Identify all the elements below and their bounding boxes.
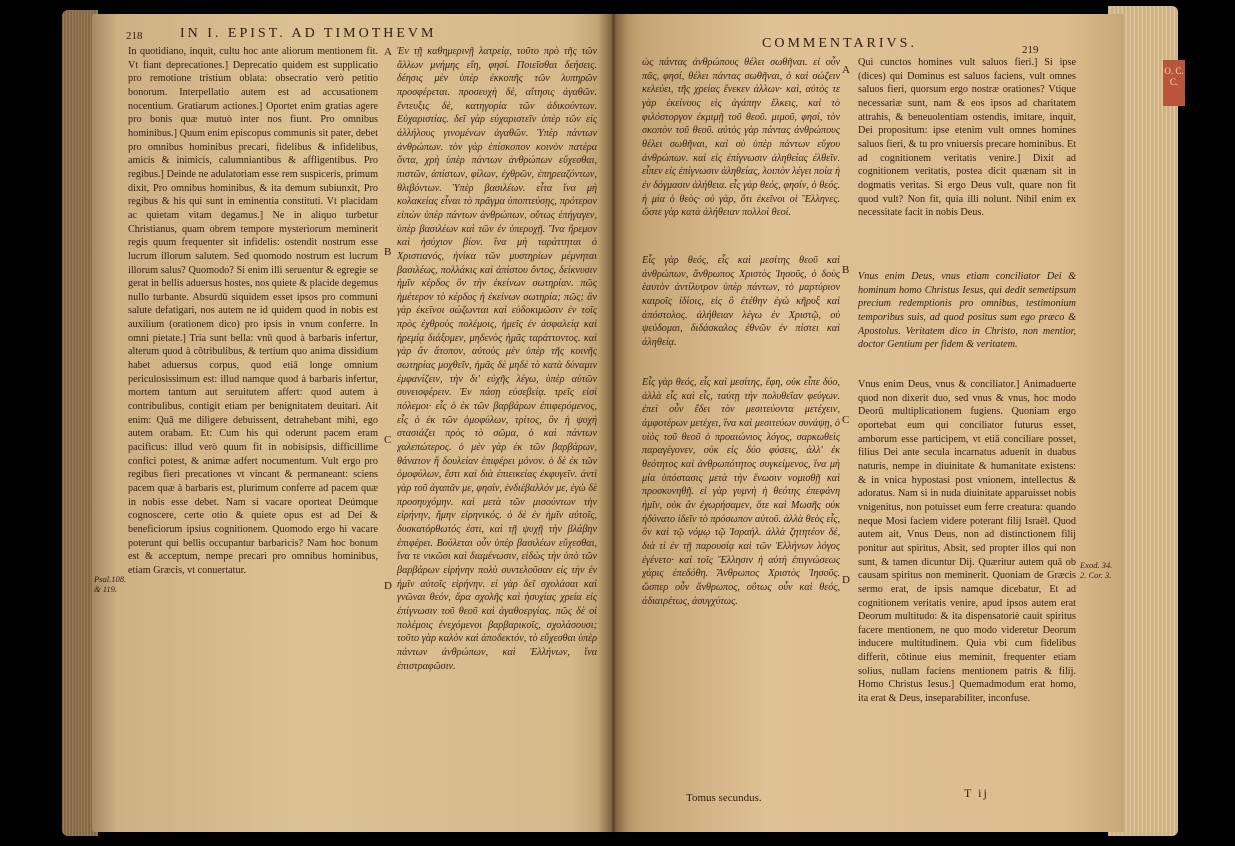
right-page (612, 14, 1124, 832)
margin-note: Exod. 34. 2. Cor. 3. (1080, 560, 1113, 580)
greek-column: Ἐν τῇ καθημερινῇ λατρείᾳ, τοῦτο πρὸ τῆς τῶν ἄλλων μνήμης εἴη, φησί. Ποιεῖσθαι δεήσεις. δέησις μὲν ὑπὲρ ἐκκοπῆς τῶν λυπηρῶν προσφέρεται. προσευχὴ δὲ, αἴτησις ἀγαθῶν. ἔντευξις δὲ, κατηγορία τῶν ἀδικούντων. Εὐχαριστίας. δεῖ γὰρ εὐχαριστεῖν ὑπὲρ τῶν εἰς ἀλλήλους γινομένων ἀγαθῶν. Ὑπὲρ πάντων ἀνθρώπων. τὸν γὰρ ἐπίσκοπον κοινὸν πατέρα ὄντα, χρὴ ὑπὲρ πάντων ἀνθρώπων εὔχεσθαι, πιστῶν, ἀπίστων, φίλων, ἐχθρῶν, ἐπηρεαζόντων, θλιβόντων. Ὑπὲρ βασιλέων. εἶτα ἵνα μὴ κολακείας εἶναι τὸ πρᾶγμα ὑποπτεύσῃς, πρότερον εἰπὼν ὑπὲρ πάντων ἀνθρώπων, οὕτως ἐπήγαγεν, ὑπὲρ βασιλέων καὶ τῶν ἐν ὑπεροχῇ. Ἵνα ἤρεμον καὶ ἡσύχιον βίον. ἵνα μὴ ταράττηται ὁ Χριστιανός, ἡνίκα τῶν μυστηρίων μέμνηται βασιλέως, πολλάκις καὶ ἀπίστου ὄντος, δείκνυσιν ἡμῖν κέρδος ὂν τὴν ἐκείνων σωτηρίαν. πῶς ἡμέτερον τὸ κέρδος ἡ ἐκείνων σωτηρία; πῶς; ἂν γὰρ ἐκεῖνοι σώζωνται καὶ εὐδοκιμῶσιν ἐν τοῖς πρὸς ἐχθροὺς πολέμοις, ἡμεῖς ἐν ἀσφαλείᾳ καὶ ἠρεμίᾳ διάξομεν, μηδενὸς ἡμᾶς ταράττοντος. καὶ γὰρ ἂν ἄτοπον, αὐτοὺς μὲν ὑπὲρ τῆς κοινῆς σωτηρίας μοχθεῖν, ἡμᾶς δὲ μηδὲ τὸ κατὰ δύναμιν ἐμφανίζειν, τὴν δι' εὐχῆς λέγω, ὑπὲρ αὐτῶν συνεισφέρειν. Ἐν πάσῃ εὐσεβείᾳ. τρεῖς εἰσὶ πόλεμοι· εἷς ὁ ἐκ τῶν βαρβάρων ἐπιφερόμενος, εἷς ὁ ἐκ τῶν ὁμοφύλων, τρίτος, ὃν ἡ ψυχὴ στασιάζει πρὸς τὸ σῶμα, ὁ καὶ πάντων χαλεπώτερος. ὁ μὲν γὰρ ἐκ τῶν βαρβάρων, θάνατον ἢ δουλείαν ἐπιφέρει μόνον. ὁ δὲ ἐκ τῶν ὁμοφύλων, ἔστι καὶ διὰ ἐπιεικείας ἐκφυγεῖν. ἀντὶ γὰρ τοῦ ἀγαπᾶν με, φησίν, ἐνδιέβαλλόν με, ἐγὼ δὲ προσηυχόμην. καὶ μετὰ τῶν μισούντων τὴν εἰρήνην, ἤμην εἰρηνικός. ὁ δὲ ἐν ἡμῖν αὐτοῖς, δυσκατόρθωτός ἐστι, καὶ τῇ ψυχῇ τὴν βλάβην ἐπιφέρει. Βούλεται οὖν ὑπὲρ βασιλέων εὔχεσθαι, ἵνα τε νικῶσι καὶ διαμένωσιν, εἰδὼς τὴν ὑπὸ τῶν βαρβάρων εἰρήνην πολὺ συντελοῦσαν εἰς τὴν ἐν ἡμῖν αὐτοῖς εἰρήνην. εἰ γὰρ δεῖ σχολάσαι καὶ γνῶναι θεόν, ἄρα σχολῆς καὶ ἡσυχίας χρεία εἰς ἐπίγνωσιν τοῦ θεοῦ καὶ ἀγαθοεργίας. πῶς δὲ οἱ πολέμοις ἐνεχόμενοι βαρβαρικοῖς, σχολάσουσι; τοῦτο γὰρ καλὸν καὶ ἀποδεκτόν, τὸ εὔχεσθαι ὑπὲρ πάντων ἀνθρώπων, καὶ Ἑλλήνων, ἵνα ἐπιστραφῶσιν. (397, 46, 597, 672)
section-marker-a: A (842, 64, 850, 76)
running-head: IN I. EPIST. AD TIMOTHEVM (180, 26, 437, 41)
page-number: 219 (1022, 44, 1039, 56)
margin-note: Psal.108. & 119. (94, 574, 127, 594)
section-marker-c: C (842, 414, 850, 426)
running-head: COMMENTARIVS. (762, 36, 917, 51)
section-marker-b: B (384, 246, 392, 258)
section-marker-d: D (384, 580, 392, 592)
latin-paragraph-low: Vnus enim Deus, vnus & conciliator.] Animaduerte quod non dixerit duo, sed vnus & vnus, hoc modo Deorū multiplicationem fugiens. Quoniam ergo oportebat eum qui conciliator futurus esset, amborum esse participem, vt etiā conciliare posset, filius Dei ante secula incarnatus aduenit in duabus naturis, nempe in diuinitate & humanitate existens: & in vnica hypostasi post vnionem, intellectus & adoratus. Nam si in nuda diuinitate apparuisset nobis vnigenitus, non potuisset eum ferre creatura: quando neque Mosi faciem videre poterant filij Israël. Quod autem ait, Vnus Deus, non ad distinctionem filij ponitur aut spiritus, Absit, sed propter illos qui non sunt, & tamen dicuntur Dij. Quæritur autem quā ob causam spiritus non meminerit. Quoniam de Græcis sermo erat, de ipsis namque dicebatur, Et ad cognitionem veritatis venire, apud ipsos autem erat Deorum multitudo: & ita dispensatoriè cauit spiritus facere mentionem, ne quo modo videretur Deorum inducere multitudinem. Quia vbi cum fidelibus differit, cōtinue eius meminit, frequenter etiam solius, nullam faciens mentionem patris & filij. Homo Christus Iesus.] Quemadmodum erat homo, ita erat & Deus, inseparabiliter, inconfuse. (858, 379, 1076, 705)
latin-paragraph-top: Qui cunctos homines vult saluos fieri.] Si ipse (dices) qui Dominus est saluos faciens, vult omnes saluos fieri, quorsum ergo nostræ orationes? Vtique necessariæ sunt, nam & eos ipsos ad charitatem attrahis, & beneuolentiam ostendis, imitare, inquit, Dei propositum: ipse etenim vult omnes homines saluos fieri, & tu pro vniuersis precare hominibus. Et ad cognitionem veritatis venire.] Dixit ad cognitionem veritatis, postea dicit quænam sit in dogmatis veritas. Si ergo Deus vult, quare non fit quod vult? Non fit, quia illi nolunt. Nihil enim ex necessitate facit in nobis Deus. (858, 57, 1076, 219)
section-marker-d: D (842, 574, 850, 586)
book-gutter (598, 14, 628, 832)
latin-paragraph-middle: Vnus enim Deus, vnus etiam conciliator Dei & hominum homo Christus Iesus, qui dedit semetipsum precium redemptionis pro omnibus, testimonium temporibus suis, ad quod positus sum ego præco & Apostolus. Veritatem dico in Christo, non mentior, doctor Gentium per fidem & veritatem. (858, 271, 1076, 351)
greek-paragraph-top: ὡς πάντας ἀνθρώπους θέλει σωθῆναι. εἰ οὖν πᾶς, φησί, θέλει πάντας σωθῆναι, ὁ καὶ σώζειν κελεύει, τῆς χρείας ἕνεκεν ἀλλων· καὶ, αὐτὸς τε γὰρ ἐκείνους εἰς ἀγάπην ἕλκεις, καὶ τὸ φιλόστοργον ἐκμιμῇ τοῦ θεοῦ. μιμοῦ, φησί, τὸν σκοπὸν τοῦ θεοῦ. αὐτὸς γὰρ πάντας ἀνθρώπους θέλει σωθῆναι, καὶ σὺ ὑπὲρ πάντων εὔχου ἀνθρώπων. καὶ εἰς ἐπίγνωσιν ἀληθείας ἐλθεῖν. εἶπεν εἰς ἐπίγνωσιν ἀληθείας, λοιπὸν λέγει ποία ἡ ἐν δόγμασιν ἀλήθεια. εἷς γὰρ θεός, φησίν, ὁ θεός. ἡ μία ὁ θεὸς· οὐ γὰρ, ὅτι ἐκεῖνοι οἱ Ἕλληνες. ὥστε γὰρ κατὰ ἀλήθειαν πολλοὶ θεοί. (642, 57, 840, 219)
latin-column: In quotidiano, inquit, cultu hoc ante aliorum mentionem fit. Vt fiant deprecationes.] Deprecatio quidem est supplicatio pro remotione tristium oblata: obsecratio verò petitio bonorum. Interpellatio autem est ad accusationem nocentium. Gratiarum actiones.] Oportet enim gratias agere pro bonis quæ mutuò inter nos fiunt. Pro omnibus hominibus.] Quum enim episcopus communis sit pater, debet pro omnibus hominibus precari, fidelibus & infidelibus, amicis & inimicis, calumniantibus & affligentibus. Pro regibus.] Deinde ne adulatoriam esse rem suspiceris, primum dixit, Pro omnibus hominibus, & ita demum subiunxit, Pro regibus & his qui sunt in eminentia constituti. Vt placidam ac quietam vitam degamus.] Ne in aliquo turbetur Christianus, quam obrem tempore mysteriorum meminerit regis quum frequenter sit infidelis: ostendit nostrum esse lucrum illorum salutem. Sed quomodo nostrum est lucrum illorum salus? Quomodo? Si enim illi seruentur & egregie se gerat in bellis aduersus hostes, nos quiete & placide degemus nullo turbante. Absurdū siquidem esset ipsos pro communi salute defatigari, nos autem ne id quidem quod in nobis est auxilium (orationem dico) pro ipsis in vnum conferre. In omni pietate.] Tria sunt bella: vnū quod à barbaris infertur, alterum quod à cōtribulibus, & tertium quo anima dissidium habet aduersus corpus, quod etiā longe omnium periculosissimum est: illud namque quod à barbaris infertur, mortem tantum aut seruitutem affert: quod autem à contribulibus, contigit etiam per benignitatem deuitari. Ait enim: Quâ me diligere debuissent, detrahebant mihi, ego autem orabam. Et: Cum his qui oderunt pacem eram pacificus: illud verò quum fit in nobisipsis, difficillime confici potest, & animæ adfert nocumentum. Vult ergo pro regibus fieri precationes vt vincant & permaneant: sciens pacem quæ à barbaris est, plurimum conferre ad pacem quæ in nobis esse debet. Nam si vacare oporteat Deúmque cognoscere, certe otio & quiete opus est ad Dei & beneficiorum ipsius cognitionem. Quomodo ergo hi vacare poterunt qui bellis occupantur barbaricis? Nam hoc bonum est & acceptum, nempe precari pro omnibus hominibus, etiam Græcis, vt conuertatur. (128, 46, 378, 576)
page-number: 218 (126, 30, 143, 42)
greek-paragraph-low: Εἷς γὰρ θεός, εἷς καὶ μεσίτης, ἔφη, οὐκ εἶπε δύο, ἀλλὰ εἷς καὶ εἷς, ταύτῃ τὴν πολυθεΐαν φεύγων. ἐπεὶ οὖν ἔδει τὸν μεσιτεύοντα μετέχειν, ἀμφοτέρων μετέχει, ἵνα καὶ μεσιτεύων συνάψῃ, ὁ υἱὸς τοῦ θεοῦ ὁ προαιώνιος λόγος, σαρκωθεὶς παραγέγονεν, οὐκ εἰς δύο φύσεις, ἀλλ' ἐκ θεότητος καὶ ἀνθρωπότητος συγκείμενος, ἵνα μὴ μία ὑπόστασις μετὰ τὴν ἕνωσιν νομισθῇ καὶ προσκυνηθῇ. εἰ γὰρ γυμνὴ ἡ θεότης ἐπεφάνη ἡμῖν, οὐκ ἂν ἐχωρήσαμεν, ὅτε καὶ Μωσῆς οὐκ ἠδύνατο ἰδεῖν τὸ πρόσωπον αὐτοῦ. ἀλλὰ θεὸς εἷς, ὃν καὶ τῷ νόμῳ τῷ Ἰσραήλ. ἀλλὰ ζητητέον δέ, διὰ τί ἐν τῇ παρουσίᾳ καὶ τῶν Ἑλλήνων λόγος ἐγένετο· καὶ τοῖς Ἕλλησιν ἡ αὐτὴ ἐπιγνώσεως χάρις ἐπεδόθη. Ἄνθρωπος Χριστὸς Ἰησοῦς. ὥσπερ οὖν ἄνθρωπος, οὕτως οὖν καὶ θεός, ἀδιαιρέτως, ἀσυγχύτως. (642, 377, 840, 607)
left-page (92, 14, 612, 832)
section-marker-c: C (384, 434, 392, 446)
signature-mark: T ij (964, 786, 989, 800)
section-marker-b: B (842, 264, 850, 276)
section-marker-a: A (384, 46, 392, 58)
greek-paragraph-middle: Εἷς γὰρ θεός, εἷς καὶ μεσίτης θεοῦ καὶ ἀνθρώπων, ἄνθρωπος Χριστὸς Ἰησοῦς, ὁ δοὺς ἑαυτὸν ἀντίλυτρον ὑπὲρ πάντων, τὸ μαρτύριον καιροῖς ἰδίοις, εἰς ὃ ἐτέθην ἐγὼ κῆρυξ καὶ ἀπόστολος. ἀλήθειαν λέγω ἐν Χριστῷ, οὐ ψεύδομαι, διδάσκαλος ἐθνῶν ἐν πίστει καὶ ἀληθείᾳ. (642, 255, 840, 348)
tome-footer: Tomus secundus. (686, 792, 762, 804)
fore-edge-tab: O. C. C. (1163, 60, 1185, 106)
